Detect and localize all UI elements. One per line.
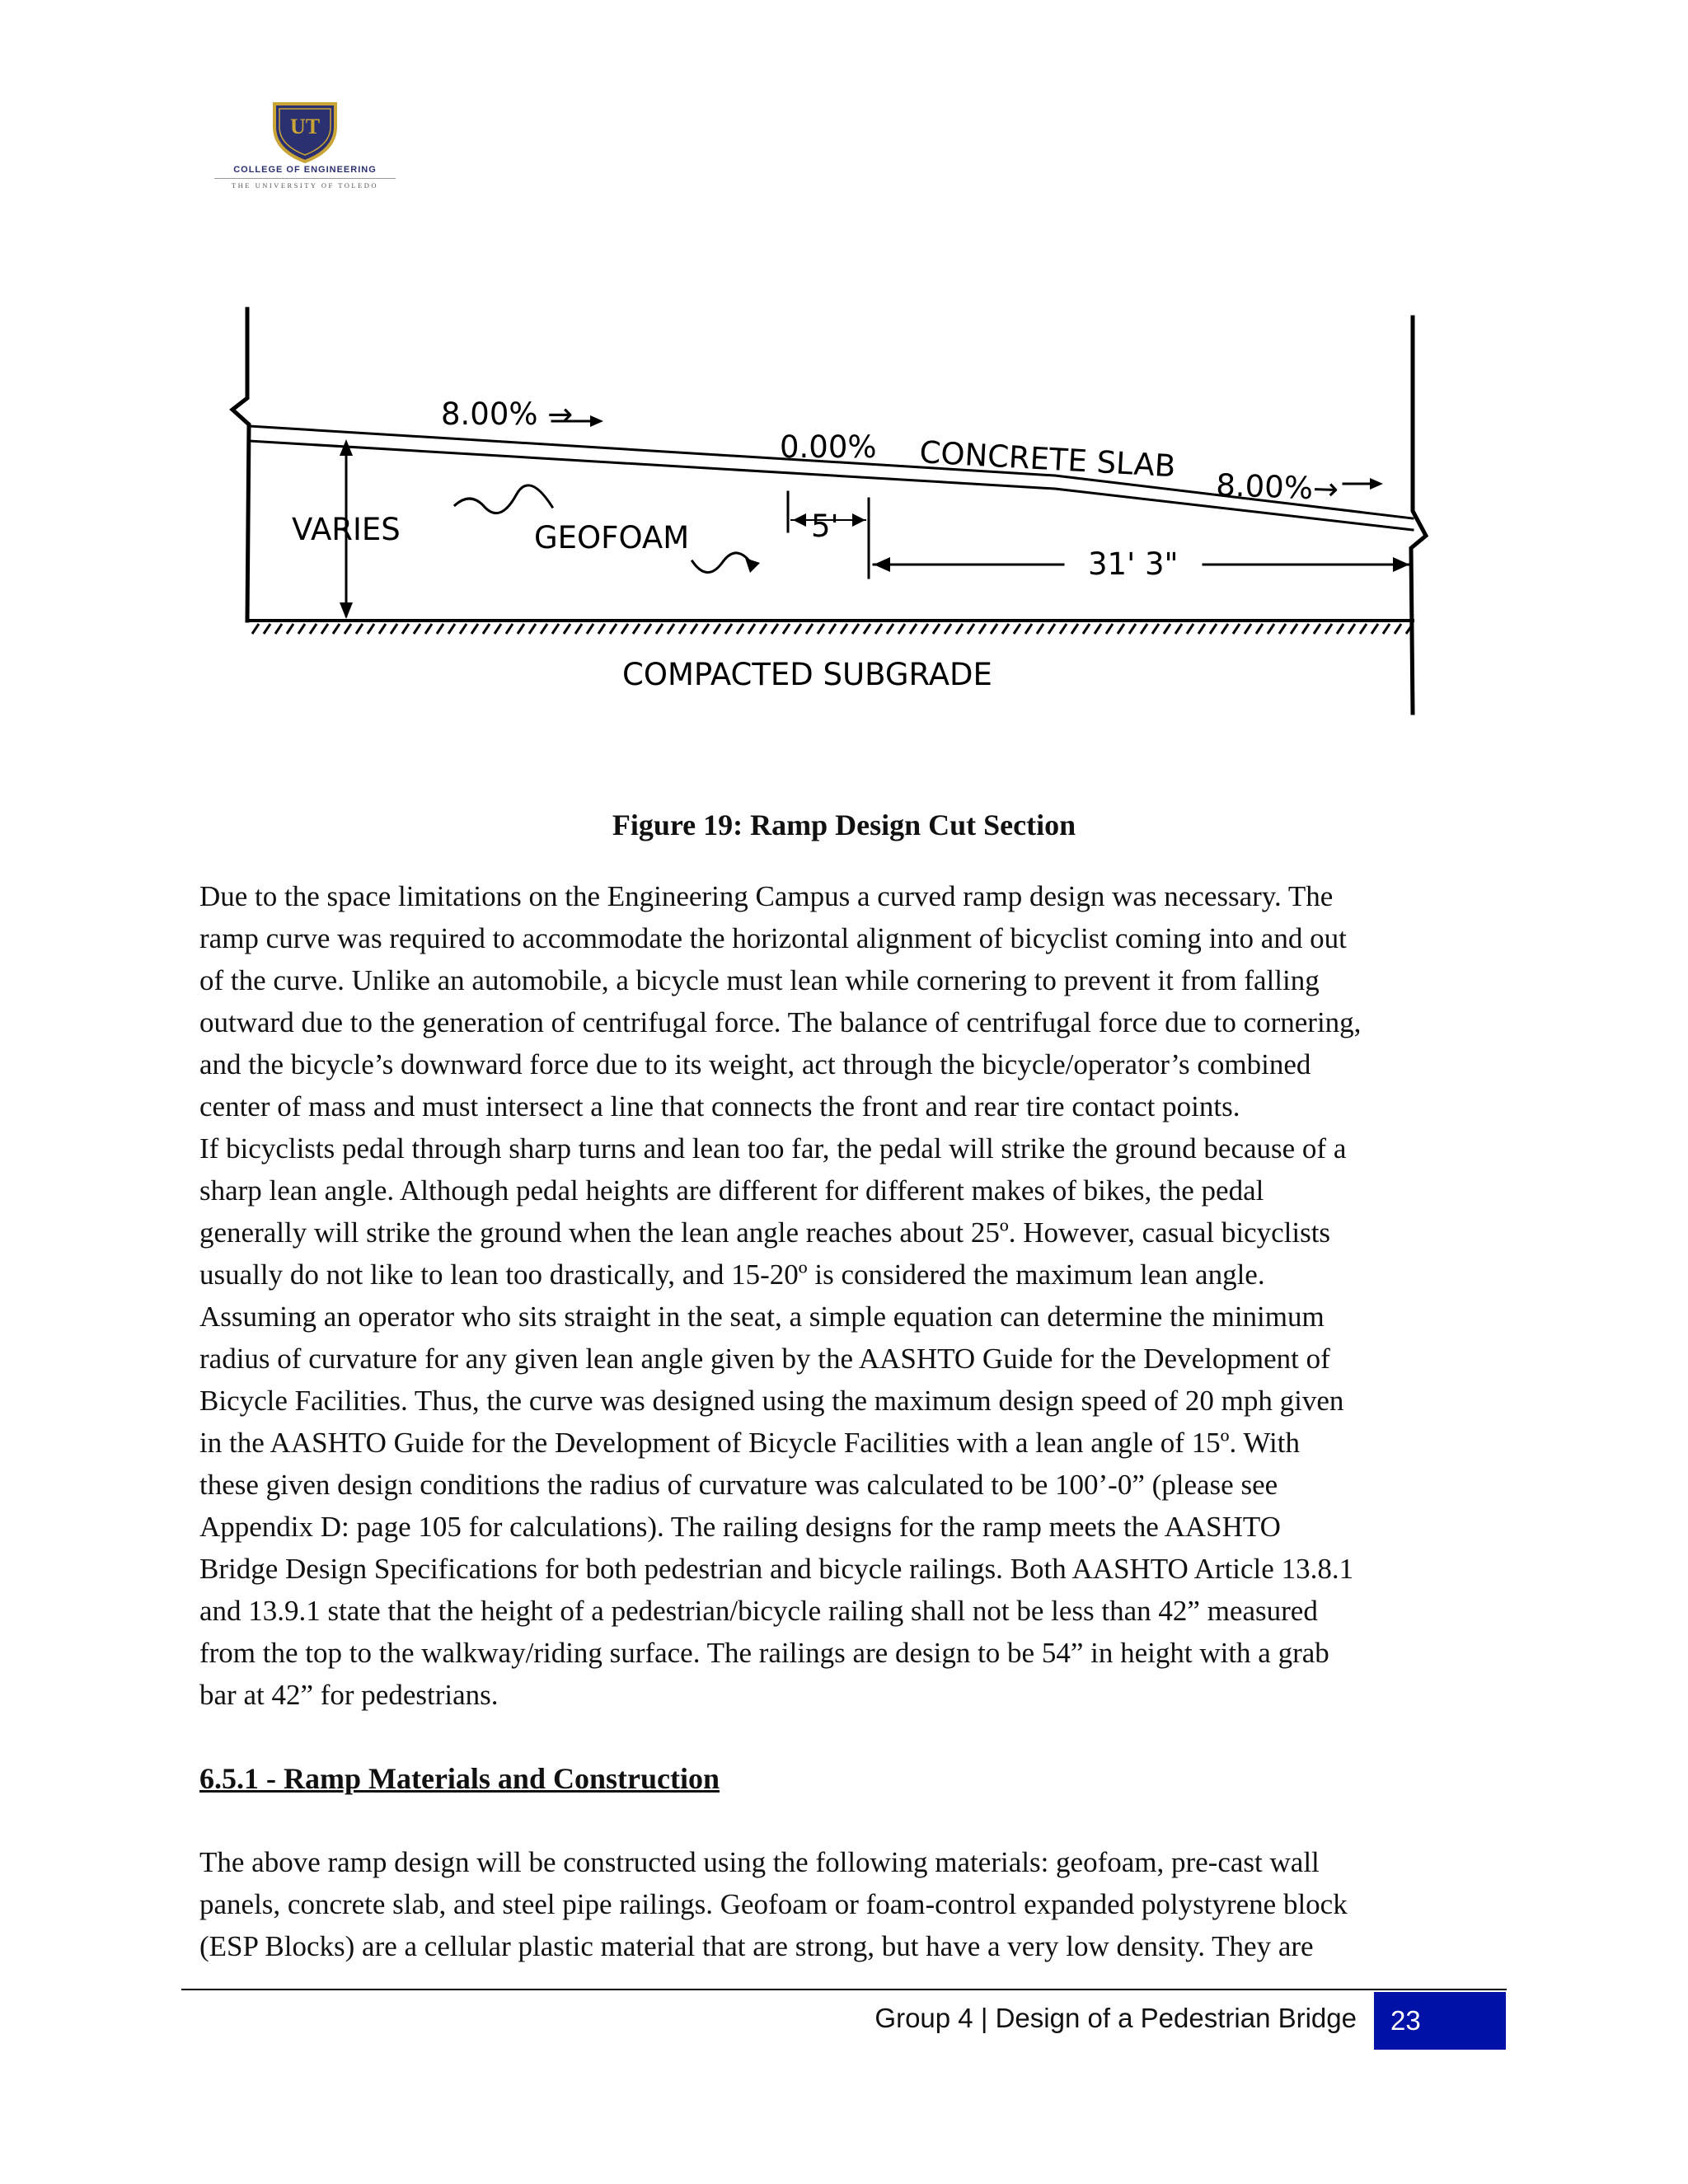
hatch-mark	[1279, 624, 1286, 634]
hatch-mark	[1395, 624, 1401, 634]
text-line: and 13.9.1 state that the height of a pedestrian/bicycle railing shall not be less than 42” measured	[199, 1595, 1318, 1627]
hatch-mark	[1314, 624, 1320, 634]
slope-right-label: 8.00%→	[1215, 467, 1339, 508]
text-line: Bicycle Facilities. Thus, the curve was designed using the maximum design speed of 20 mph given	[199, 1385, 1344, 1417]
dim-5-label: 5'	[811, 509, 839, 544]
arrowhead	[852, 513, 865, 527]
hatch-mark	[1233, 624, 1240, 634]
text-line: Bridge Design Specifications for both pedestrian and bicycle railings. Both AASHTO Article 13.8.1	[199, 1553, 1354, 1585]
arrowhead	[793, 513, 806, 527]
hatch-mark	[841, 624, 847, 634]
hatch-mark	[471, 624, 478, 634]
hatch-mark	[552, 624, 559, 634]
ground-hatching	[252, 624, 1413, 634]
hatch-mark	[829, 624, 836, 634]
subgrade-label: COMPACTED SUBGRADE	[622, 657, 992, 692]
hatch-mark	[875, 624, 882, 634]
hatch-mark	[287, 624, 293, 634]
hatch-mark	[679, 624, 686, 634]
hatch-mark	[321, 624, 328, 634]
hatch-mark	[1337, 624, 1343, 634]
hatch-mark	[714, 624, 720, 634]
hatch-mark	[1014, 624, 1020, 634]
text-line: ramp curve was required to accommodate the horizontal alignment of bicyclist coming into and out	[199, 922, 1347, 954]
hatch-mark	[1095, 624, 1101, 634]
hatch-mark	[887, 624, 893, 634]
hatch-mark	[933, 624, 940, 634]
hatch-mark	[725, 624, 732, 634]
hatch-mark	[737, 624, 743, 634]
arrowhead	[1393, 557, 1409, 572]
ramp-cut-section-drawing	[223, 301, 1434, 729]
arrowhead	[590, 415, 603, 427]
text-line: (ESP Blocks) are a cellular plastic material that are strong, but have a very low density. They are	[199, 1930, 1314, 1962]
figure-caption: Figure 19: Ramp Design Cut Section	[612, 808, 1076, 841]
text-line: The above ramp design will be constructed using the following materials: geofoam, pre-cast wall	[199, 1846, 1320, 1878]
hatch-mark	[1141, 624, 1147, 634]
hatch-mark	[1268, 624, 1274, 634]
text-line: in the AASHTO Guide for the Development of Bicycle Facilities with a lean angle of 15º. With	[199, 1427, 1300, 1459]
hatch-mark	[610, 624, 617, 634]
hatch-mark	[1348, 624, 1355, 634]
hatch-mark	[1175, 624, 1182, 634]
text-line: panels, concrete slab, and steel pipe railings. Geofoam or foam-control expanded polystyrene block	[199, 1888, 1348, 1920]
hatch-mark	[1002, 624, 1009, 634]
hatch-mark	[1291, 624, 1297, 634]
university-name: THE UNIVERSITY OF TOLEDO	[231, 181, 379, 190]
hatch-mark	[1256, 624, 1263, 634]
text-line: these given design conditions the radius of curvature was calculated to be 100’-0” (please see	[199, 1469, 1278, 1501]
dim-31-label: 31' 3"	[1088, 546, 1179, 582]
text-line: If bicyclists pedal through sharp turns and lean too far, the pedal will strike the ground because of a	[199, 1132, 1347, 1165]
hatch-mark	[483, 624, 490, 634]
hatch-mark	[668, 624, 674, 634]
text-line: center of mass and must intersect a line that connects the front and rear tire contact points.	[199, 1090, 1240, 1122]
hatch-mark	[991, 624, 997, 634]
hatch-mark	[645, 624, 651, 634]
hatch-mark	[1083, 624, 1090, 634]
hatch-mark	[921, 624, 928, 634]
body-paragraph-1	[199, 875, 1502, 1716]
hatch-mark	[506, 624, 513, 634]
hatch-mark	[564, 624, 570, 634]
hatch-mark	[783, 624, 790, 634]
hatch-mark	[1325, 624, 1332, 634]
hatch-mark	[598, 624, 605, 634]
left-wall	[232, 309, 249, 621]
hatch-mark	[1245, 624, 1251, 634]
hatch-mark	[529, 624, 536, 634]
text-line: sharp lean angle. Although pedal heights are different for different makes of bikes, the pedal	[199, 1174, 1264, 1207]
geofoam-squiggle-right	[692, 553, 753, 573]
arrowhead	[340, 602, 353, 619]
hatch-mark	[368, 624, 374, 634]
hatch-mark	[414, 624, 420, 634]
hatch-mark	[1302, 624, 1309, 634]
hatch-mark	[1048, 624, 1055, 634]
hatch-mark	[633, 624, 640, 634]
footer-label: Group 4 | Design of a Pedestrian Bridge	[874, 2003, 1357, 2033]
college-logo	[206, 99, 404, 198]
hatch-mark	[1360, 624, 1367, 634]
hatch-mark	[495, 624, 501, 634]
hatch-mark	[898, 624, 905, 634]
hatch-mark	[956, 624, 963, 634]
hatch-mark	[252, 624, 259, 634]
hatch-mark	[587, 624, 593, 634]
text-line: Assuming an operator who sits straight in the seat, a simple equation can determine the minimum	[199, 1301, 1325, 1333]
hatch-mark	[298, 624, 305, 634]
hatch-mark	[1060, 624, 1067, 634]
slope-left-label: 8.00% →	[441, 396, 574, 432]
hatch-mark	[1383, 624, 1390, 634]
arrowhead	[745, 558, 760, 573]
text-line: generally will strike the ground when the lean angle reaches about 25º. However, casual bicyclists	[199, 1216, 1331, 1249]
hatch-mark	[264, 624, 270, 634]
hatch-mark	[460, 624, 467, 634]
shield-icon	[268, 99, 342, 163]
hatch-mark	[771, 624, 778, 634]
logo-divider	[214, 178, 396, 179]
hatch-mark	[1118, 624, 1124, 634]
text-line: from the top to the walkway/riding surface. The railings are design to be 54” in height with a grab	[199, 1637, 1329, 1669]
hatch-mark	[541, 624, 547, 634]
slope-mid-label: 0.00%	[780, 429, 877, 465]
hatch-mark	[356, 624, 363, 634]
hatch-mark	[1187, 624, 1193, 634]
college-name: COLLEGE OF ENGINEERING	[233, 165, 377, 175]
text-line: of the curve. Unlike an automobile, a bicycle must lean while cornering to prevent it from falling	[199, 964, 1320, 996]
geofoam-squiggle-left	[455, 485, 552, 513]
right-wall	[1411, 317, 1426, 713]
body-paragraph-2	[199, 1841, 1502, 1967]
hatch-mark	[1372, 624, 1378, 634]
hatch-mark	[1071, 624, 1078, 634]
hatch-mark	[1025, 624, 1032, 634]
hatch-mark	[425, 624, 432, 634]
geofoam-label: GEOFOAM	[534, 520, 690, 555]
text-line: usually do not like to lean too drastically, and 15-20º is considered the maximum lean angle.	[199, 1258, 1265, 1291]
hatch-mark	[910, 624, 917, 634]
hatch-mark	[1221, 624, 1228, 634]
hatch-mark	[691, 624, 697, 634]
hatch-mark	[806, 624, 813, 634]
arrowhead	[874, 557, 890, 572]
hatch-mark	[979, 624, 986, 634]
hatch-mark	[1106, 624, 1113, 634]
arrowhead	[1370, 478, 1383, 490]
hatch-mark	[1164, 624, 1170, 634]
hatch-mark	[702, 624, 709, 634]
hatch-mark	[345, 624, 351, 634]
hatch-mark	[402, 624, 409, 634]
hatch-mark	[760, 624, 767, 634]
hatch-mark	[818, 624, 824, 634]
hatch-mark	[621, 624, 628, 634]
varies-label: VARIES	[292, 512, 401, 547]
hatch-mark	[379, 624, 386, 634]
hatch-mark	[1198, 624, 1205, 634]
hatch-mark	[333, 624, 340, 634]
hatch-mark	[1210, 624, 1217, 634]
hatch-mark	[448, 624, 455, 634]
text-line: and the bicycle’s downward force due to its weight, act through the bicycle/operator’s combined	[199, 1048, 1311, 1080]
hatch-mark	[1037, 624, 1043, 634]
text-line: outward due to the generation of centrifugal force. The balance of centrifugal force due to cornering,	[199, 1006, 1362, 1038]
text-line: radius of curvature for any given lean angle given by the AASHTO Guide for the Development of	[199, 1343, 1330, 1375]
footer-divider	[181, 1989, 1507, 1990]
svg-text:UT: UT	[289, 115, 321, 138]
slab-label: CONCRETE SLAB	[918, 434, 1177, 485]
hatch-mark	[1129, 624, 1136, 634]
hatch-mark	[391, 624, 397, 634]
hatch-mark	[945, 624, 951, 634]
hatch-mark	[748, 624, 755, 634]
hatch-mark	[795, 624, 801, 634]
hatch-mark	[1152, 624, 1159, 634]
hatch-mark	[656, 624, 663, 634]
section-heading: 6.5.1 - Ramp Materials and Construction	[199, 1762, 720, 1795]
text-line: bar at 42” for pedestrians.	[199, 1679, 499, 1711]
hatch-mark	[275, 624, 282, 634]
ramp-cut-section-figure	[223, 301, 1434, 729]
text-line: Appendix D: page 105 for calculations). The railing designs for the ramp meets the AASHTO	[199, 1511, 1281, 1543]
hatch-mark	[968, 624, 974, 634]
hatch-mark	[518, 624, 524, 634]
hatch-mark	[437, 624, 443, 634]
hatch-mark	[852, 624, 859, 634]
text-line: Due to the space limitations on the Engineering Campus a curved ramp design was necessary. The	[199, 880, 1334, 912]
hatch-mark	[310, 624, 316, 634]
hatch-mark	[575, 624, 582, 634]
page-number: 23	[1374, 1992, 1506, 2050]
hatch-mark	[864, 624, 870, 634]
